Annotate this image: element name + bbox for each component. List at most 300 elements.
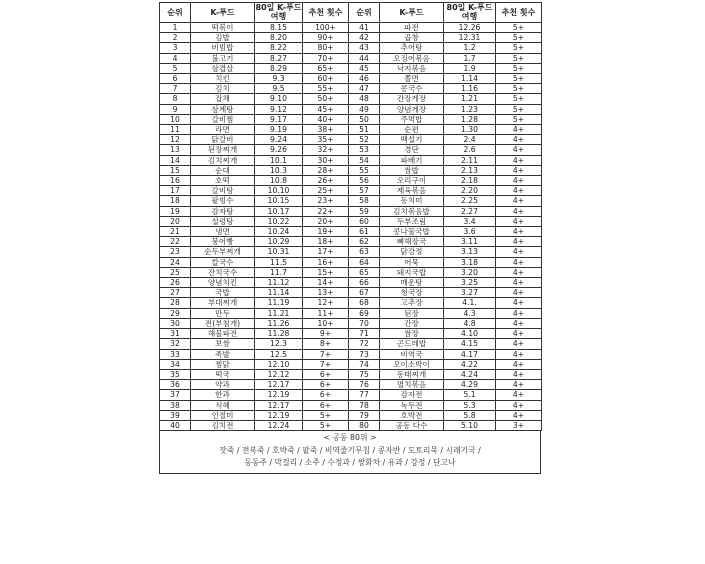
table-row: [160, 23, 542, 33]
count-cell: 17+: [303, 247, 349, 257]
day-cell: 8.22: [255, 43, 303, 53]
rank-cell: 75: [349, 369, 380, 379]
count-cell: 35+: [303, 135, 349, 145]
food-cell: 칼국수: [191, 257, 255, 267]
day-cell: 1.28: [444, 114, 496, 124]
food-cell: 순편: [380, 125, 444, 135]
food-cell: 동태찌개: [380, 369, 444, 379]
day-cell: 9.24: [255, 135, 303, 145]
food-cell: 쌈밥: [380, 165, 444, 175]
count-cell: 15+: [303, 267, 349, 277]
count-cell: 10+: [303, 318, 349, 328]
rank-cell: 41: [349, 23, 380, 33]
day-cell: 4.22: [444, 359, 496, 369]
rank-cell: 68: [349, 298, 380, 308]
food-cell: 파전: [380, 23, 444, 33]
rank-cell: 33: [160, 349, 191, 359]
day-cell: 4.8: [444, 318, 496, 328]
food-cell: 족발: [191, 349, 255, 359]
table-row: [160, 33, 542, 43]
food-cell: 추어탕: [380, 43, 444, 53]
footer-line-1: 잣죽 / 전복죽 / 호박죽 / 팥죽 / 비역줄기무침 / 콩자반 / 도토리묵 / 시래기국 /: [219, 445, 481, 455]
rank-cell: 46: [349, 74, 380, 84]
food-cell: 김치찌개: [191, 155, 255, 165]
rank-cell: 20: [160, 216, 191, 226]
day-cell: 11.12: [255, 278, 303, 288]
count-cell: 9+: [303, 329, 349, 339]
table-row: [160, 257, 542, 267]
rank-cell: 67: [349, 288, 380, 298]
day-cell: 3.18: [444, 257, 496, 267]
count-cell: 4+: [496, 216, 542, 226]
food-cell: 곤드레밥: [380, 339, 444, 349]
day-cell: 2.25: [444, 196, 496, 206]
food-cell: 치킨: [191, 74, 255, 84]
day-cell: 3.20: [444, 267, 496, 277]
rank-cell: 32: [160, 339, 191, 349]
table-row: [160, 410, 542, 420]
food-cell: 갈비탕: [191, 186, 255, 196]
day-cell: 2.6: [444, 145, 496, 155]
table-row: [160, 267, 542, 277]
rank-cell: 71: [349, 329, 380, 339]
count-cell: 25+: [303, 186, 349, 196]
rank-cell: 65: [349, 267, 380, 277]
day-cell: 4.24: [444, 369, 496, 379]
food-cell: 김치볶음밥: [380, 206, 444, 216]
rank-cell: 27: [160, 288, 191, 298]
rank-cell: 29: [160, 308, 191, 318]
food-cell: 양념치킨: [191, 278, 255, 288]
food-cell: 멸치볶음: [380, 380, 444, 390]
count-cell: 4+: [496, 247, 542, 257]
table-row: [160, 196, 542, 206]
day-cell: 4.15: [444, 339, 496, 349]
food-cell: 콩국수: [380, 84, 444, 94]
food-cell: 비빔밥: [191, 43, 255, 53]
rank-cell: 30: [160, 318, 191, 328]
day-cell: 1.30: [444, 125, 496, 135]
table-row: [160, 227, 542, 237]
day-cell: 5.10: [444, 420, 496, 430]
day-cell: 8.15: [255, 23, 303, 33]
rank-cell: 19: [160, 206, 191, 216]
count-cell: 18+: [303, 237, 349, 247]
day-cell: 12.3: [255, 339, 303, 349]
day-cell: 11.19: [255, 298, 303, 308]
count-cell: 28+: [303, 165, 349, 175]
food-cell: 어묵: [380, 257, 444, 267]
count-cell: 4+: [496, 125, 542, 135]
count-cell: 4+: [496, 206, 542, 216]
food-cell: 잡채: [191, 94, 255, 104]
day-cell: 9.17: [255, 114, 303, 124]
table-row: [160, 237, 542, 247]
count-cell: 8+: [303, 339, 349, 349]
day-cell: 4.1.: [444, 298, 496, 308]
rank-cell: 45: [349, 63, 380, 73]
day-cell: 10.31: [255, 247, 303, 257]
table-row: [160, 318, 542, 328]
count-cell: 23+: [303, 196, 349, 206]
table-row: [160, 288, 542, 298]
rank-cell: 70: [349, 318, 380, 328]
food-cell: 떡국: [191, 369, 255, 379]
food-cell: 부대찌개: [191, 298, 255, 308]
count-cell: 20+: [303, 216, 349, 226]
food-cell: 갈비찜: [191, 114, 255, 124]
count-cell: 100+: [303, 23, 349, 33]
food-cell: 보쌈: [191, 339, 255, 349]
food-cell: 약과: [191, 380, 255, 390]
table-row: [160, 104, 542, 114]
day-cell: 1.21: [444, 94, 496, 104]
food-cell: 곱창: [380, 33, 444, 43]
food-cell: 팥빙수: [191, 196, 255, 206]
day-cell: 11.26: [255, 318, 303, 328]
day-cell: 1.23: [444, 104, 496, 114]
rank-cell: 39: [160, 410, 191, 420]
tie-footer: [159, 431, 541, 474]
food-cell: 감자전: [380, 390, 444, 400]
rank-cell: 52: [349, 135, 380, 145]
food-cell: 라면: [191, 125, 255, 135]
day-cell: 9.12: [255, 104, 303, 114]
food-cell: 청국장: [380, 288, 444, 298]
rank-cell: 13: [160, 145, 191, 155]
count-cell: 5+: [303, 420, 349, 430]
count-cell: 55+: [303, 84, 349, 94]
rank-cell: 64: [349, 257, 380, 267]
count-cell: 6+: [303, 369, 349, 379]
food-cell: 순두부찌개: [191, 247, 255, 257]
table-row: [160, 125, 542, 135]
rank-cell: 5: [160, 63, 191, 73]
day-cell: 2.18: [444, 176, 496, 186]
rank-cell: 8: [160, 94, 191, 104]
food-cell: 경단: [380, 145, 444, 155]
rank-cell: 2: [160, 33, 191, 43]
rank-cell: 26: [160, 278, 191, 288]
food-cell: 닭강정: [380, 247, 444, 257]
count-cell: 5+: [496, 63, 542, 73]
rank-cell: 10: [160, 114, 191, 124]
header-food: K-푸드: [191, 3, 255, 23]
day-cell: 12.24: [255, 420, 303, 430]
table-row: [160, 94, 542, 104]
day-cell: 12.10: [255, 359, 303, 369]
count-cell: 60+: [303, 74, 349, 84]
rank-cell: 76: [349, 380, 380, 390]
food-cell: 호박전: [380, 410, 444, 420]
day-cell: 12.5: [255, 349, 303, 359]
header-day80: 80일 K-푸드 여행: [444, 3, 496, 23]
count-cell: 4+: [496, 135, 542, 145]
day-cell: 10.10: [255, 186, 303, 196]
table-row: [160, 43, 542, 53]
table-row: [160, 359, 542, 369]
rank-cell: 18: [160, 196, 191, 206]
rank-cell: 12: [160, 135, 191, 145]
food-cell: 김치전: [191, 420, 255, 430]
food-cell: 감자탕: [191, 206, 255, 216]
count-cell: 50+: [303, 94, 349, 104]
food-cell: 매운탕: [380, 278, 444, 288]
rank-cell: 59: [349, 206, 380, 216]
rank-cell: 43: [349, 43, 380, 53]
day-cell: 1.7: [444, 53, 496, 63]
food-cell: 오징어볶음: [380, 53, 444, 63]
count-cell: 4+: [496, 176, 542, 186]
count-cell: 4+: [496, 145, 542, 155]
count-cell: 6+: [303, 400, 349, 410]
header-count: 추천 횟수: [496, 3, 542, 23]
rank-cell: 31: [160, 329, 191, 339]
count-cell: 4+: [496, 380, 542, 390]
rank-cell: 55: [349, 165, 380, 175]
count-cell: 4+: [496, 237, 542, 247]
rank-cell: 53: [349, 145, 380, 155]
rank-cell: 77: [349, 390, 380, 400]
day-cell: 3.11: [444, 237, 496, 247]
count-cell: 11+: [303, 308, 349, 318]
day-cell: 11.5: [255, 257, 303, 267]
rank-cell: 4: [160, 53, 191, 63]
rank-cell: 62: [349, 237, 380, 247]
day-cell: 4.10: [444, 329, 496, 339]
day-cell: 10.3: [255, 165, 303, 175]
food-cell: 전(부침개): [191, 318, 255, 328]
rank-cell: 40: [160, 420, 191, 430]
table-row: [160, 155, 542, 165]
day-cell: 4.29: [444, 380, 496, 390]
food-cell: 된장: [380, 308, 444, 318]
rank-cell: 24: [160, 257, 191, 267]
count-cell: 4+: [496, 278, 542, 288]
rank-cell: 16: [160, 176, 191, 186]
table-row: [160, 145, 542, 155]
count-cell: 4+: [496, 329, 542, 339]
food-cell: 뼈해장국: [380, 237, 444, 247]
count-cell: 45+: [303, 104, 349, 114]
count-cell: 4+: [496, 267, 542, 277]
count-cell: 4+: [496, 165, 542, 175]
rank-cell: 25: [160, 267, 191, 277]
count-cell: 22+: [303, 206, 349, 216]
food-cell: 동치미: [380, 196, 444, 206]
day-cell: 1.16: [444, 84, 496, 94]
food-cell: 설렁탕: [191, 216, 255, 226]
count-cell: 32+: [303, 145, 349, 155]
day-cell: 5.3: [444, 400, 496, 410]
count-cell: 4+: [496, 155, 542, 165]
day-cell: 10.15: [255, 196, 303, 206]
count-cell: 6+: [303, 380, 349, 390]
ranking-rows: [160, 23, 542, 431]
food-cell: 불고기: [191, 53, 255, 63]
count-cell: 5+: [496, 94, 542, 104]
table-row: [160, 53, 542, 63]
rank-cell: 9: [160, 104, 191, 114]
table-row: [160, 380, 542, 390]
food-cell: 쌈장: [380, 329, 444, 339]
rank-cell: 80: [349, 420, 380, 430]
count-cell: 38+: [303, 125, 349, 135]
food-cell: 떡볶이: [191, 23, 255, 33]
rank-cell: 69: [349, 308, 380, 318]
food-cell: 백설기: [380, 135, 444, 145]
table-row: [160, 63, 542, 73]
table-row: [160, 247, 542, 257]
count-cell: 6+: [303, 390, 349, 400]
food-cell: 닭갈비: [191, 135, 255, 145]
rank-cell: 56: [349, 176, 380, 186]
count-cell: 4+: [496, 257, 542, 267]
day-cell: 11.21: [255, 308, 303, 318]
rank-cell: 63: [349, 247, 380, 257]
count-cell: 12+: [303, 298, 349, 308]
day-cell: 3.4: [444, 216, 496, 226]
rank-cell: 34: [160, 359, 191, 369]
count-cell: 4+: [496, 186, 542, 196]
food-cell: 오이소박이: [380, 359, 444, 369]
food-cell: 주먹밥: [380, 114, 444, 124]
count-cell: 5+: [496, 23, 542, 33]
day-cell: 9.26: [255, 145, 303, 155]
header-food: K-푸드: [380, 3, 444, 23]
food-cell: 호떡: [191, 176, 255, 186]
rank-cell: 15: [160, 165, 191, 175]
day-cell: 12.17: [255, 380, 303, 390]
food-cell: 순대: [191, 165, 255, 175]
header-count: 추천 횟수: [303, 3, 349, 23]
table-row: [160, 176, 542, 186]
count-cell: 5+: [496, 104, 542, 114]
rank-cell: 6: [160, 74, 191, 84]
header-rank: 순위: [349, 3, 380, 23]
food-cell: 찜닭: [191, 359, 255, 369]
day-cell: 9.3: [255, 74, 303, 84]
count-cell: 4+: [496, 227, 542, 237]
food-cell: 된장찌개: [191, 145, 255, 155]
footer-line-2: 동동주 / 막걸리 / 소주 / 수정과 / 쌍화차 / 유과 / 강정 / 단고나: [244, 458, 456, 468]
table-row: [160, 165, 542, 175]
rank-cell: 48: [349, 94, 380, 104]
food-cell: 김밥: [191, 33, 255, 43]
day-cell: 5.1: [444, 390, 496, 400]
count-cell: 7+: [303, 349, 349, 359]
day-cell: 2.27: [444, 206, 496, 216]
count-cell: 4+: [496, 318, 542, 328]
rank-cell: 51: [349, 125, 380, 135]
food-cell: 돼지국밥: [380, 267, 444, 277]
day-cell: 10.1: [255, 155, 303, 165]
food-cell: 오리구이: [380, 176, 444, 186]
count-cell: 4+: [496, 400, 542, 410]
rank-cell: 73: [349, 349, 380, 359]
food-cell: 만두: [191, 308, 255, 318]
count-cell: 4+: [496, 196, 542, 206]
count-cell: 70+: [303, 53, 349, 63]
rank-cell: 14: [160, 155, 191, 165]
count-cell: 7+: [303, 359, 349, 369]
food-cell: 제육볶음: [380, 186, 444, 196]
count-cell: 5+: [496, 74, 542, 84]
count-cell: 4+: [496, 410, 542, 420]
count-cell: 4+: [496, 369, 542, 379]
count-cell: 5+: [303, 410, 349, 420]
food-cell: 파배기: [380, 155, 444, 165]
rank-cell: 23: [160, 247, 191, 257]
count-cell: 90+: [303, 33, 349, 43]
day-cell: 2.4: [444, 135, 496, 145]
food-cell: 두부조림: [380, 216, 444, 226]
day-cell: 10.24: [255, 227, 303, 237]
day-cell: 8.20: [255, 33, 303, 43]
day-cell: 9.5: [255, 84, 303, 94]
day-cell: 12.26: [444, 23, 496, 33]
day-cell: 4.3: [444, 308, 496, 318]
day-cell: 3.13: [444, 247, 496, 257]
day-cell: 3.25: [444, 278, 496, 288]
food-cell: 콩나물국밥: [380, 227, 444, 237]
day-cell: 5.8: [444, 410, 496, 420]
rank-cell: 61: [349, 227, 380, 237]
rank-cell: 1: [160, 23, 191, 33]
food-cell: 간장게장: [380, 94, 444, 104]
food-cell: 해물파전: [191, 329, 255, 339]
table-row: [160, 329, 542, 339]
rank-cell: 49: [349, 104, 380, 114]
rank-cell: 17: [160, 186, 191, 196]
table-row: [160, 74, 542, 84]
rank-cell: 47: [349, 84, 380, 94]
food-cell: 삼계탕: [191, 104, 255, 114]
day-cell: 11.7: [255, 267, 303, 277]
day-cell: 2.20: [444, 186, 496, 196]
food-cell: 양념게장: [380, 104, 444, 114]
day-cell: 1.2: [444, 43, 496, 53]
day-cell: 12.31: [444, 33, 496, 43]
day-cell: 12.19: [255, 410, 303, 420]
count-cell: 5+: [496, 33, 542, 43]
food-cell: 국밥: [191, 288, 255, 298]
count-cell: 3+: [496, 420, 542, 430]
day-cell: 1.14: [444, 74, 496, 84]
food-cell: 김치: [191, 84, 255, 94]
rank-cell: 44: [349, 53, 380, 63]
table-row: [160, 390, 542, 400]
rank-cell: 11: [160, 125, 191, 135]
kfood-ranking-table: [159, 2, 542, 431]
food-cell: 인절미: [191, 410, 255, 420]
count-cell: 4+: [496, 298, 542, 308]
count-cell: 30+: [303, 155, 349, 165]
food-cell: 붕어빵: [191, 237, 255, 247]
count-cell: 65+: [303, 63, 349, 73]
count-cell: 4+: [496, 349, 542, 359]
count-cell: 19+: [303, 227, 349, 237]
rank-cell: 22: [160, 237, 191, 247]
table-row: [160, 84, 542, 94]
count-cell: 5+: [496, 53, 542, 63]
food-cell: 쫄면: [380, 74, 444, 84]
rank-cell: 58: [349, 196, 380, 206]
table-row: [160, 206, 542, 216]
day-cell: 12.17: [255, 400, 303, 410]
day-cell: 10.29: [255, 237, 303, 247]
rank-cell: 79: [349, 410, 380, 420]
